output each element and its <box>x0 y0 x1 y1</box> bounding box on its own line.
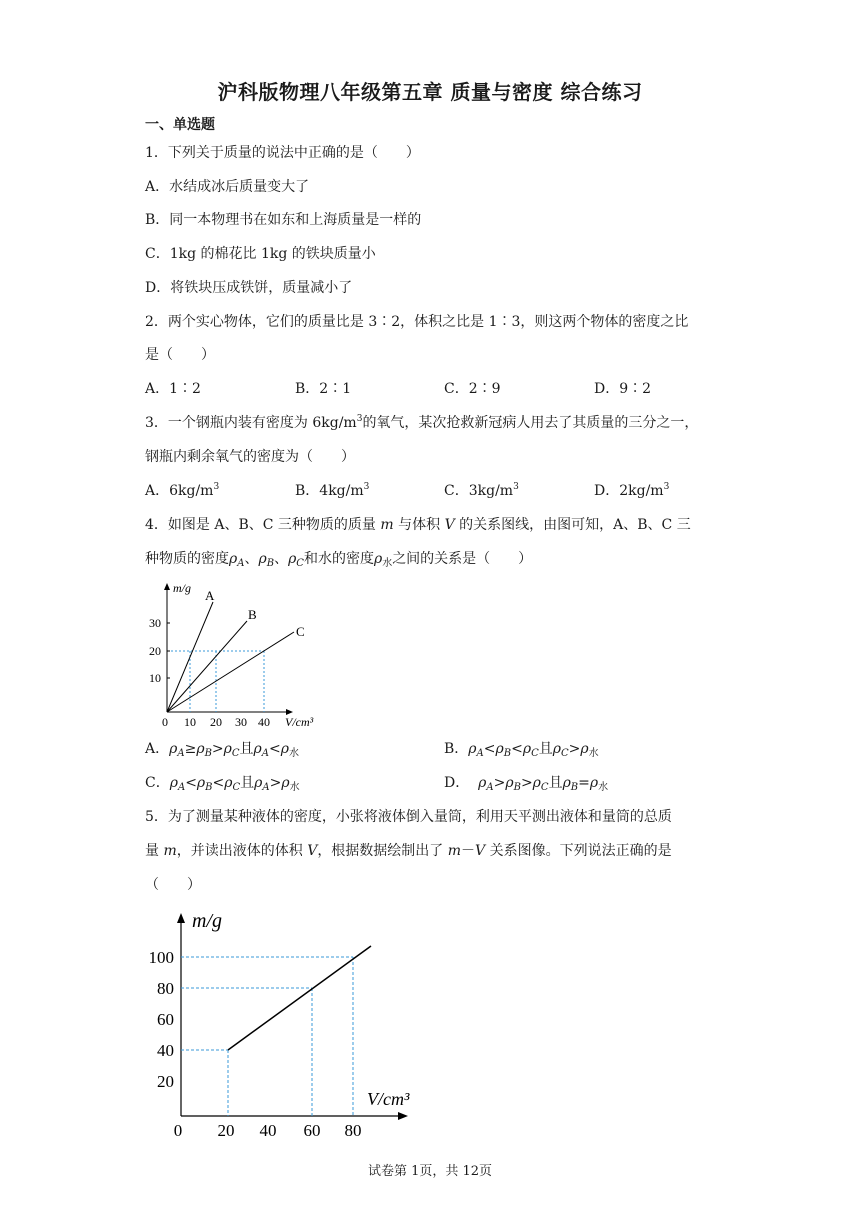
q4-var-m: m <box>380 517 394 533</box>
series-label-a: A <box>205 588 215 603</box>
q3-option-d-text: D．2kg/m <box>594 483 664 499</box>
rho-symbol: ρ <box>505 775 514 791</box>
series-line-c <box>167 632 294 712</box>
q4-stem-part6: 之间的关系是（ ） <box>392 551 533 567</box>
q4-stem-part4: 种物质的密度 <box>145 551 229 567</box>
rho-symbol: ρ <box>478 775 487 791</box>
q3-option-c-text: C．3kg/m <box>444 483 514 499</box>
rho-sub: B <box>513 782 521 793</box>
q2-option-b: B．2∶1 <box>295 381 352 397</box>
x-tick-label-30: 30 <box>235 715 247 729</box>
rho-symbol: ρ <box>580 741 589 757</box>
rho-sub: 水 <box>288 748 299 759</box>
q3-option-a-text: A．6kg/m <box>145 483 214 499</box>
option-label: B． <box>444 741 469 757</box>
q1-stem: 1．下列关于质量的说法中正确的是（ ） <box>145 145 420 161</box>
rho-sub: B <box>503 748 512 759</box>
q4-option-d <box>444 772 608 793</box>
rho-sub: A <box>177 748 185 759</box>
rho-sub: C <box>231 748 240 759</box>
rho-sub: B <box>205 782 213 793</box>
rho-sub: A <box>476 748 484 759</box>
rho-sub: 水 <box>588 748 599 759</box>
q5-var-v: V <box>475 843 486 859</box>
x-tick-label-60: 60 <box>303 1121 321 1140</box>
q2-option-d: D．9∶2 <box>594 381 652 397</box>
q1-option-c: C．1kg 的棉花比 1kg 的铁块质量小 <box>145 246 376 262</box>
q2-stem-line2: 是（ ） <box>145 347 215 363</box>
rho-sub: C <box>560 748 569 759</box>
rho-symbol: ρ <box>495 741 504 757</box>
rho-symbol: ρ <box>196 775 206 791</box>
q3-superscript: 3 <box>356 414 363 424</box>
q4-stem-part1: 4．如图是 A、B、C 三种物质的质量 <box>145 517 376 533</box>
q3-option-a <box>145 480 219 500</box>
q2-option-c: C．2∶9 <box>444 381 501 397</box>
q5-dash: － <box>461 843 476 859</box>
relation: > <box>211 741 224 757</box>
y-tick-label-20: 20 <box>149 644 161 658</box>
origin-label: 0 <box>162 715 168 729</box>
relation: < <box>212 775 225 791</box>
q3-option-b-text: B．4kg/m <box>295 483 364 499</box>
q4-stem-part5: 和水的密度 <box>303 551 374 567</box>
q3-option-d <box>594 480 669 500</box>
y-tick-label-80: 80 <box>157 979 174 998</box>
x-tick-label-40: 40 <box>259 1121 277 1140</box>
rho-symbol: ρ <box>169 775 178 791</box>
q3-option-b-sup: 3 <box>363 482 370 492</box>
option-label: A． <box>145 741 170 757</box>
rho-symbol: ρ <box>224 775 233 791</box>
rho-symbol: ρ <box>468 741 477 757</box>
rho-sub-a: A <box>237 558 245 569</box>
relation: < <box>185 775 197 791</box>
section-heading: 一、单选题 <box>145 117 215 133</box>
x-tick-label-40: 40 <box>258 715 270 729</box>
relation: < <box>483 741 496 757</box>
data-line <box>228 946 371 1050</box>
rho-symbol: ρ <box>373 551 383 567</box>
q4-stem-line1 <box>145 514 691 534</box>
rho-symbol: ρ <box>589 775 599 791</box>
q3-option-c <box>444 480 519 500</box>
rho-symbol: ρ <box>196 741 205 757</box>
rho-sub: A <box>262 782 270 793</box>
q1-option-a: A．水结成冰后质量变大了 <box>145 179 310 195</box>
y-tick-label-60: 60 <box>157 1010 174 1029</box>
y-tick-label-40: 40 <box>157 1041 174 1060</box>
x-tick-label-20: 20 <box>217 1121 235 1140</box>
q5-stem-line1: 5．为了测量某种液体的密度，小张将液体倒入量筒，利用天平测出液体和量筒的总质 <box>145 809 672 825</box>
y-axis-label: m/g <box>173 581 191 595</box>
rho-sub: C <box>232 782 241 793</box>
relation: > <box>493 775 506 791</box>
x-axis-arrow <box>398 1112 408 1120</box>
page-title: 沪科版物理八年级第五章 质量与密度 综合练习 <box>217 80 643 104</box>
q4-stem-line2 <box>145 548 532 569</box>
q3-stem-line1 <box>145 412 698 432</box>
conjunction: 且 <box>239 741 254 757</box>
y-tick-label-100: 100 <box>148 948 174 967</box>
q5-var-m: m <box>447 843 462 859</box>
q3-option-c-sup: 3 <box>513 482 519 492</box>
relation: < <box>269 741 281 757</box>
rho-sub: A <box>177 782 186 793</box>
rho-symbol: ρ <box>254 775 263 791</box>
y-axis-arrow <box>177 913 185 923</box>
rho-sub: A <box>261 748 270 759</box>
q4-option-a <box>145 738 299 759</box>
rho-sub: C <box>531 748 539 759</box>
rho-symbol: ρ <box>258 551 267 567</box>
series-label-b: B <box>248 607 257 622</box>
q5-chart <box>140 905 430 1140</box>
rho-symbol: ρ <box>522 741 532 757</box>
rho-symbol: ρ <box>229 551 238 567</box>
option-label: C． <box>145 775 170 791</box>
rho-sub: 水 <box>598 782 609 793</box>
relation: > <box>520 775 533 791</box>
q5-part: ，并读出液体的体积 <box>176 843 303 859</box>
relation: > <box>269 775 282 791</box>
q3-option-d-sup: 3 <box>663 482 670 492</box>
q1-option-d: D．将铁块压成铁饼，质量减小了 <box>145 280 353 296</box>
q2-stem-line1: 2．两个实心物体，它们的质量比是 3∶2，体积之比是 1∶3，则这两个物体的密度之比 <box>145 314 689 330</box>
y-tick-label-10: 10 <box>149 671 161 685</box>
x-axis-label: V/cm³ <box>285 715 314 729</box>
rho-symbol: ρ <box>253 741 262 757</box>
q1-option-b: B．同一本物理书在如东和上海质量是一样的 <box>145 212 422 228</box>
rho-sub-b: B <box>266 558 275 569</box>
q5-stem-line3: （ ） <box>145 877 201 893</box>
rho-symbol: ρ <box>562 775 571 791</box>
q4-stem-part3: 的关系图线，由图可知，A、B、C 三 <box>459 517 691 533</box>
rho-sub: 水 <box>289 782 300 793</box>
origin-label: 0 <box>173 1121 183 1140</box>
rho-symbol: ρ <box>169 741 178 757</box>
series-line-b <box>167 621 247 712</box>
q2-option-a: A．1∶2 <box>145 381 201 397</box>
relation: ≥ <box>184 741 197 757</box>
page-footer: 试卷第 1页，共 12页 <box>367 1164 493 1179</box>
relation: < <box>511 741 523 757</box>
conjunction: 且 <box>548 775 563 791</box>
q5-part: 量 <box>145 843 159 859</box>
rho-symbol: ρ <box>281 775 290 791</box>
y-axis-arrow <box>164 583 170 590</box>
guide-lines <box>181 957 353 1116</box>
rho-symbol: ρ <box>223 741 232 757</box>
q3-stem-part2: 的氧气，某次抢救新冠病人用去了其质量的三分之一， <box>362 415 699 431</box>
y-tick-label-30: 30 <box>149 616 161 630</box>
rho-sub: B <box>204 748 212 759</box>
q5-stem-line2 <box>145 840 672 860</box>
relation: > <box>568 741 581 757</box>
rho-symbol: ρ <box>532 775 541 791</box>
rho-symbol: ρ <box>288 551 297 567</box>
q5-var-m: m <box>163 843 177 859</box>
x-tick-label-80: 80 <box>344 1121 362 1140</box>
option-label: D． <box>444 775 470 791</box>
q3-stem-part1: 3．一个钢瓶内装有密度为 6kg/m <box>145 415 357 431</box>
q4-option-c <box>145 772 300 793</box>
series-label-c: C <box>296 624 305 639</box>
x-tick-label-10: 10 <box>184 715 196 729</box>
rho-sub: A <box>486 782 494 793</box>
x-tick-label-20: 20 <box>210 715 222 729</box>
y-axis-label: m/g <box>192 910 222 932</box>
y-tick-label-20: 20 <box>157 1072 174 1091</box>
q3-stem-line2: 钢瓶内剩余氧气的密度为（ ） <box>145 449 355 465</box>
separator: 、 <box>274 551 289 567</box>
conjunction: 且 <box>240 775 255 791</box>
rho-symbol: ρ <box>280 741 289 757</box>
rho-symbol: ρ <box>552 741 561 757</box>
conjunction: 且 <box>538 741 553 757</box>
q5-var-v: V <box>307 843 318 859</box>
q5-part: ，根据数据绘制出了 <box>317 843 444 859</box>
q4-var-v: V <box>444 517 455 533</box>
rho-sub: B <box>570 782 579 793</box>
rho-sub-c: C <box>296 558 304 569</box>
q5-part: 关系图像。下列说法正确的是 <box>489 843 672 859</box>
q4-option-b <box>444 738 599 759</box>
rho-sub: C <box>540 782 549 793</box>
rho-sub-water: 水 <box>382 558 393 569</box>
q4-stem-part2: 与体积 <box>398 517 441 533</box>
q3-option-b <box>295 480 369 500</box>
x-axis-label: V/cm³ <box>367 1089 410 1109</box>
q4-chart <box>140 580 340 730</box>
separator: 、 <box>244 551 259 567</box>
q3-option-a-sup: 3 <box>213 482 220 492</box>
relation: = <box>578 775 590 791</box>
